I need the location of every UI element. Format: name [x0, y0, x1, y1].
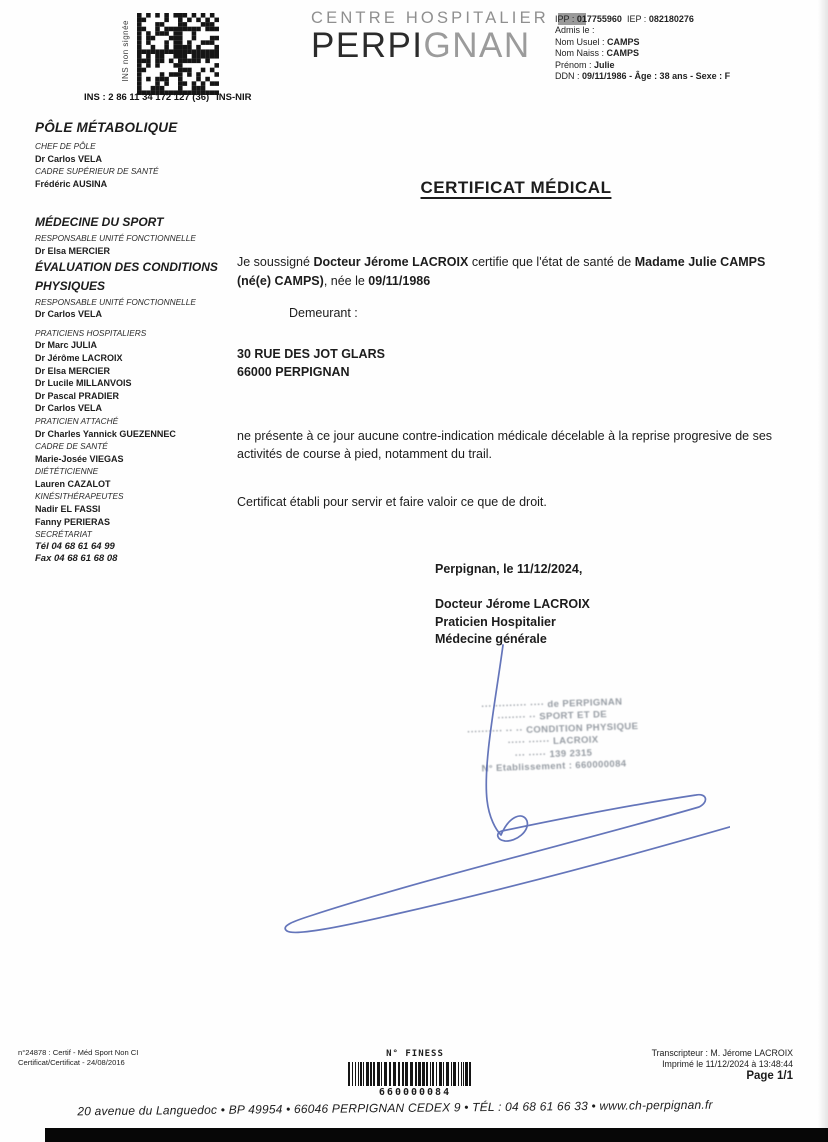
ins-number-line: [84, 92, 252, 103]
patient-firstname: Prénom : Julie: [555, 59, 615, 70]
certification-paragraph: ne présente à ce jour aucune contre-indication médicale décelable à la reprise progresive de ses activités de course à pied, notamment du trail.: [237, 428, 773, 461]
validity-paragraph: Certificat établi pour servir et faire valoir ce que de droit.: [237, 494, 547, 509]
sidebar-item: Lauren CAZALOT: [35, 478, 111, 489]
certificate-body: [237, 170, 795, 649]
ins-qr-code: [137, 13, 219, 95]
document-reference: [18, 1048, 138, 1067]
sidebar-item: Dr Jérôme LACROIX: [35, 352, 123, 363]
sidebar-item: SECRÉTARIAT: [35, 529, 92, 540]
patient-info-block: [555, 14, 730, 82]
ins-number: INS : 2 86 11 34 172 127 (36): [84, 92, 210, 103]
sidebar-item: Fanny PERIERAS: [35, 516, 111, 527]
ins-type: INS-NIR: [216, 92, 252, 103]
sidebar-item: CHEF DE PÔLE: [35, 141, 96, 151]
stamp-line: N° Etablissement : 660000084: [481, 758, 627, 775]
handwritten-signature: [150, 628, 730, 948]
scan-bottom-edge: [45, 1128, 828, 1142]
ref-line-1: n°24878 : Certif - Méd Sport Non CI: [18, 1048, 139, 1057]
sidebar-item: CADRE SUPÉRIEUR DE SANTÉ: [35, 166, 159, 177]
finess-number: 660000084: [378, 1087, 452, 1098]
residence-label: Demeurant :: [289, 306, 358, 320]
stamp-line: ·········· ·· ·· CONDITION PHYSIQUE: [466, 720, 639, 738]
logo-city-name: PERPIGNAN: [311, 26, 531, 65]
ref-line-2: Certificat/Certificat - 24/08/2016: [18, 1057, 125, 1067]
sidebar-item: MÉDECINE DU SPORT: [35, 215, 164, 230]
stamp-line: ··· ········· ···· de PERPIGNAN: [481, 696, 623, 713]
address-line-1: 30 RUE DES JOT GLARS: [237, 346, 385, 361]
hospital-address-footer: 20 avenue du Languedoc • BP 49954 • 66046 PERPIGNAN CEDEX 9 • TÉL : 04 68 61 66 33 • www.ch-perpignan.fr: [77, 1097, 713, 1119]
stamp-line: ····· ······ LACROIX: [507, 734, 599, 749]
sidebar-item: Dr Pascal PRADIER: [35, 390, 120, 401]
sidebar-item: Nadir EL FASSI: [35, 504, 101, 515]
sidebar-item: Dr Elsa MERCIER: [35, 245, 111, 256]
sidebar-item: PÔLE MÉTABOLIQUE: [35, 120, 178, 135]
intro-paragraph: Je soussigné Docteur Jérome LACROIX certifie que l'état de santé de Madame Julie CAMPS (né(e) CAMPS), née le 09/11/1986: [237, 255, 766, 288]
ins-status-vertical-label: INS non signée: [121, 20, 130, 82]
sidebar-item: Dr Elsa MERCIER: [35, 365, 111, 376]
sidebar-item: PRATICIENS HOSPITALIERS: [35, 327, 147, 338]
hospital-logo: [311, 9, 586, 64]
finess-block: [340, 1049, 490, 1098]
sidebar-item: Dr Lucile MILLANVOIS: [35, 378, 132, 389]
sidebar-item: DIÉTÉTICIENNE: [35, 466, 99, 477]
signer-title: Praticien Hospitalier: [435, 614, 556, 629]
patient-birth-name: Nom Naiss : CAMPS: [555, 48, 640, 59]
transcriber-line: Transcripteur : M. Jérome LACROIX: [651, 1048, 793, 1058]
patient-address: [237, 345, 795, 381]
stamp-line: ········ ·· SPORT ET DE: [497, 709, 608, 725]
sidebar-item: CADRE DE SANTÉ: [35, 441, 108, 452]
sidebar-item: Dr Charles Yannick GUEZENNEC: [35, 428, 176, 439]
date-line: Perpignan, le 11/12/2024,: [435, 562, 583, 576]
page-title: CERTIFICAT MÉDICAL: [420, 178, 612, 197]
printed-line: Imprimé le 11/12/2024 à 13:48:44: [662, 1059, 793, 1069]
patient-ipp-iep: IPP : 017755960 IEP : 082180276: [555, 14, 694, 24]
sidebar-item: Dr Carlos VELA: [35, 309, 103, 320]
signer-name: Docteur Jérome LACROIX: [435, 597, 590, 611]
sidebar-item: PRATICIEN ATTACHÉ: [35, 415, 119, 426]
sidebar-item: ÉVALUATION DES CONDITIONS PHYSIQUES: [35, 259, 218, 293]
patient-admission: Admis le :: [555, 25, 595, 36]
sidebar-item: RESPONSABLE UNITÉ FONCTIONNELLE: [35, 233, 196, 244]
sidebar-item: KINÉSITHÉRAPEUTES: [35, 491, 124, 502]
sidebar-item: RESPONSABLE UNITÉ FONCTIONNELLE: [35, 296, 196, 307]
sidebar-item: Dr Carlos VELA: [35, 403, 103, 414]
finess-label: N° FINESS: [386, 1049, 444, 1059]
sidebar-item: Fax 04 68 61 68 08: [35, 553, 118, 565]
patient-usual-name: Nom Usuel : CAMPS: [555, 36, 640, 47]
stamp-line: ··· ····· 139 2315: [514, 747, 593, 761]
address-line-2: 66000 PERPIGNAN: [237, 364, 350, 379]
sidebar-item: Tél 04 68 61 64 99: [35, 540, 115, 552]
logo-line1: CENTRE HOSPITALIER: [311, 9, 549, 27]
transcription-block: [652, 1048, 793, 1082]
patient-dob: DDN : 09/11/1986 - Âge : 38 ans - Sexe : F: [555, 71, 731, 82]
finess-barcode: [340, 1062, 490, 1086]
sidebar-item: Marie-Josée VIEGAS: [35, 453, 124, 464]
sidebar-item: Dr Marc JULIA: [35, 340, 98, 351]
page-number: Page 1/1: [746, 1070, 793, 1082]
sidebar-item: Dr Carlos VELA: [35, 153, 103, 164]
sidebar-item: Frédéric AUSINA: [35, 178, 108, 189]
signer-specialty: Médecine générale: [435, 632, 547, 646]
staff-directory-sidebar: [35, 118, 235, 566]
